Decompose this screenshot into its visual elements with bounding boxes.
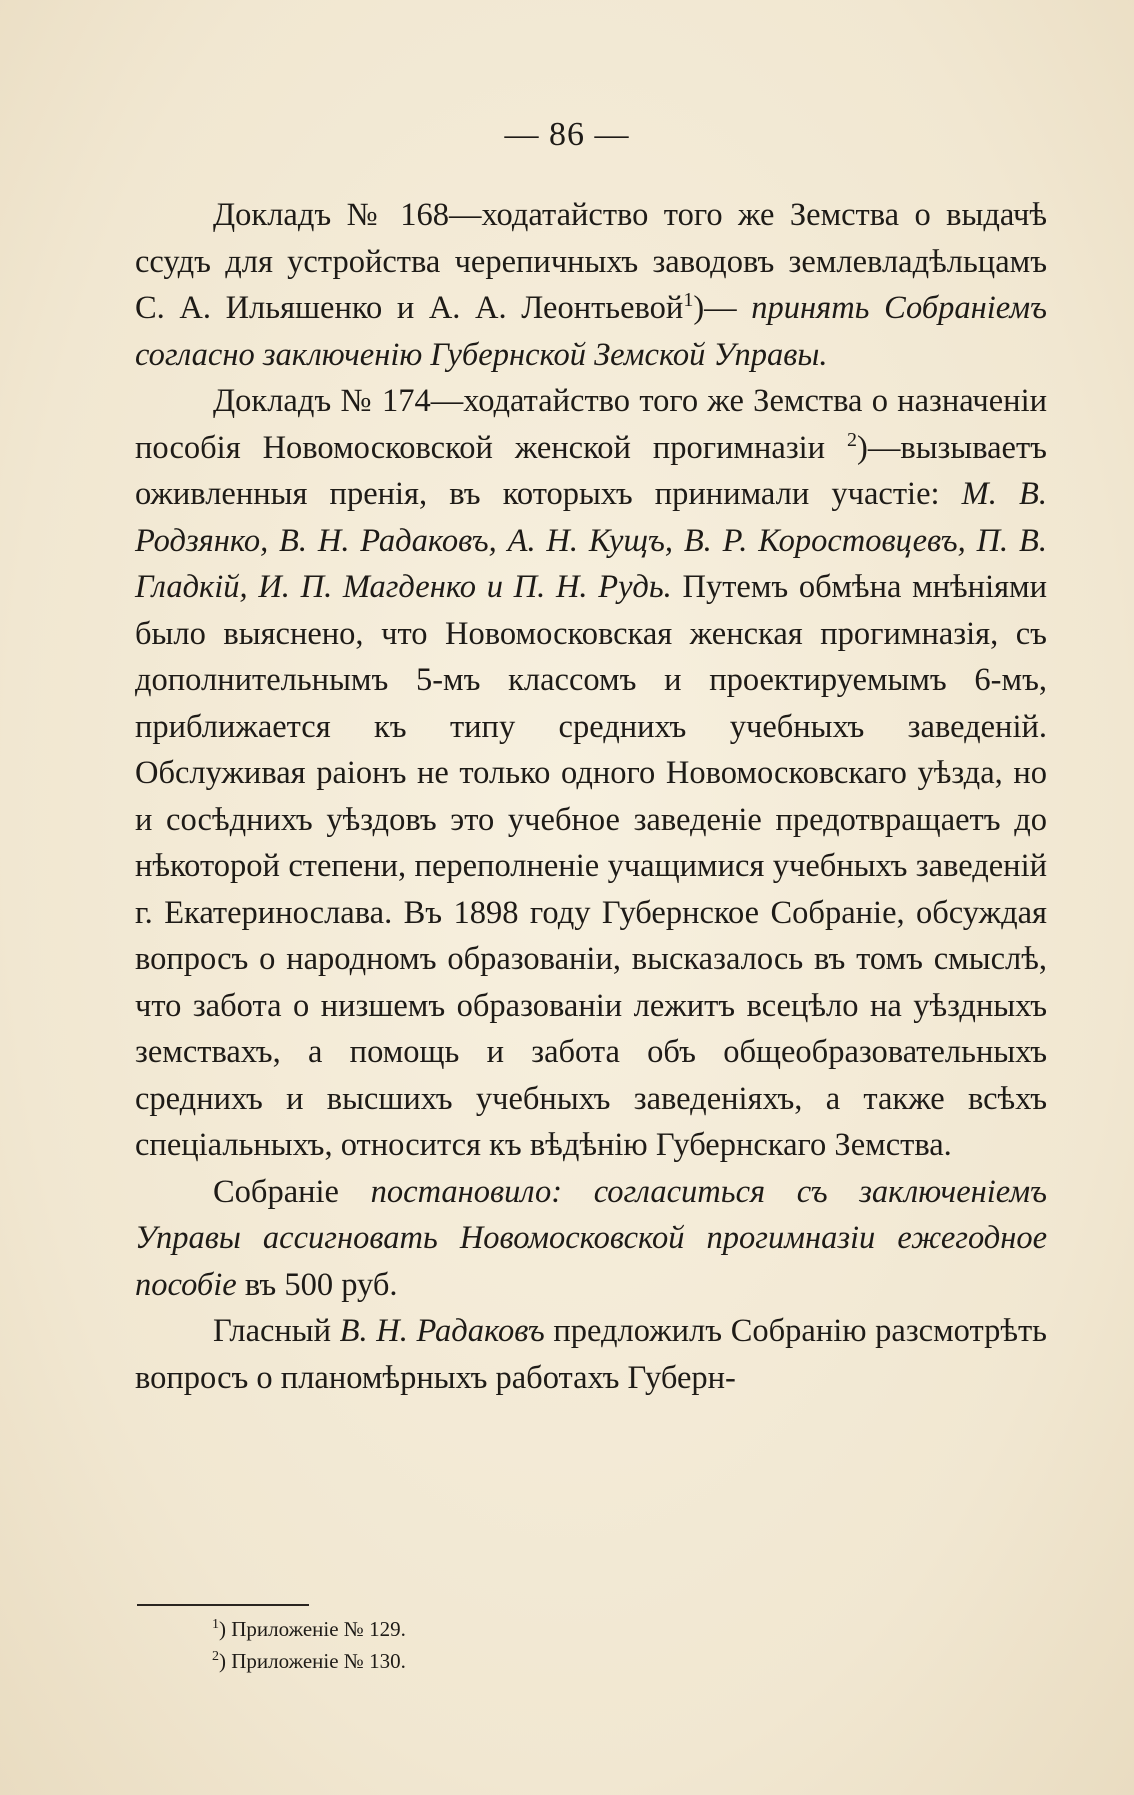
text-run: Собраніе — [213, 1173, 371, 1210]
footnote-mark: 1 — [212, 1617, 219, 1632]
page-number: — 86 — — [504, 116, 630, 153]
text-run: )— — [693, 290, 752, 326]
text-run: въ 500 руб. — [236, 1266, 398, 1303]
italic-run: постановило: согласиться съ заключеніемъ Управы ассигновать Новомосковской прогимназіи ежегодное пособіе — [135, 1173, 1047, 1303]
paragraph-radakov-proposal — [135, 1308, 1047, 1401]
text-run: )—вызываетъ оживленныя пренія, въ которыхъ принимали участіе: — [135, 429, 1047, 512]
text-run: предложилъ Собранію разсмотрѣть вопросъ о планомѣрныхъ работахъ Губерн- — [135, 1313, 1047, 1396]
footnote-ref: 2 — [847, 428, 858, 451]
main-text — [135, 192, 1047, 1401]
paragraph-assembly-resolution — [135, 1169, 1047, 1309]
footnote-text: ) Приложеніе № 130. — [219, 1649, 406, 1673]
italic-run: принять Собраніемъ согласно заключенію Губернской Земской Управы. — [135, 290, 1048, 373]
paragraph-report-168 — [135, 192, 1047, 378]
paragraph-report-174 — [135, 378, 1047, 1169]
italic-run: В. Н. Радаковъ — [339, 1313, 545, 1349]
footnote-text: ) Приложеніе № 129. — [219, 1617, 406, 1641]
text-run: Докладъ № 168—ходатайство того же Земства о выдачѣ ссудъ для устройства черепичныхъ заводовъ землевладѣльцамъ С. А. Ильяшенко и А. А. Леонтьевой — [135, 197, 1047, 326]
footnote-mark: 2 — [212, 1649, 219, 1664]
italic-run: М. В. Родзянко, В. Н. Радаковъ, А. Н. Кущъ, В. Р. Коростовцевъ, П. В. Гладкій, И. П. Магденко и П. Н. Рудь. — [135, 476, 1047, 605]
footnotes — [212, 1613, 406, 1677]
footnote-ref: 1 — [683, 289, 694, 311]
text-run: Гласный — [213, 1313, 340, 1349]
footnote-divider — [137, 1604, 309, 1606]
text-run: Путемъ обмѣна мнѣніями было выяснено, что Новомосковская женская прогимназія, съ дополнительнымъ 5-мъ классомъ и проектируемымъ 6-мъ, приближается къ типу среднихъ учебныхъ заведеній. Обслуживая раіонъ не только одного Новомосковскаго уѣзда, но и сосѣднихъ уѣздовъ это учебное заведеніе предотвращаетъ до нѣкоторой степени, переполненіе учащимися учебныхъ заведеній г. Екатеринослава. Въ 1898 году Губернское Собраніе, обсуждая вопросъ о народномъ образованіи, высказалось въ томъ смыслѣ, что забота о низшемъ образованіи лежитъ всецѣло на уѣздныхъ земствахъ, а помощь и забота объ общеобразовательныхъ среднихъ и высшихъ учебныхъ заведеніяхъ, а также всѣхъ спеціальныхъ, относится къ вѣдѣнію Губернскаго Земства. — [135, 569, 1048, 1163]
footnote-2 — [212, 1645, 406, 1677]
text-run: Докладъ № 174—ходатайство того же Земства о назначеніи пособія Новомосковской женской прогимназіи — [135, 383, 1047, 466]
footnote-1 — [212, 1613, 406, 1645]
